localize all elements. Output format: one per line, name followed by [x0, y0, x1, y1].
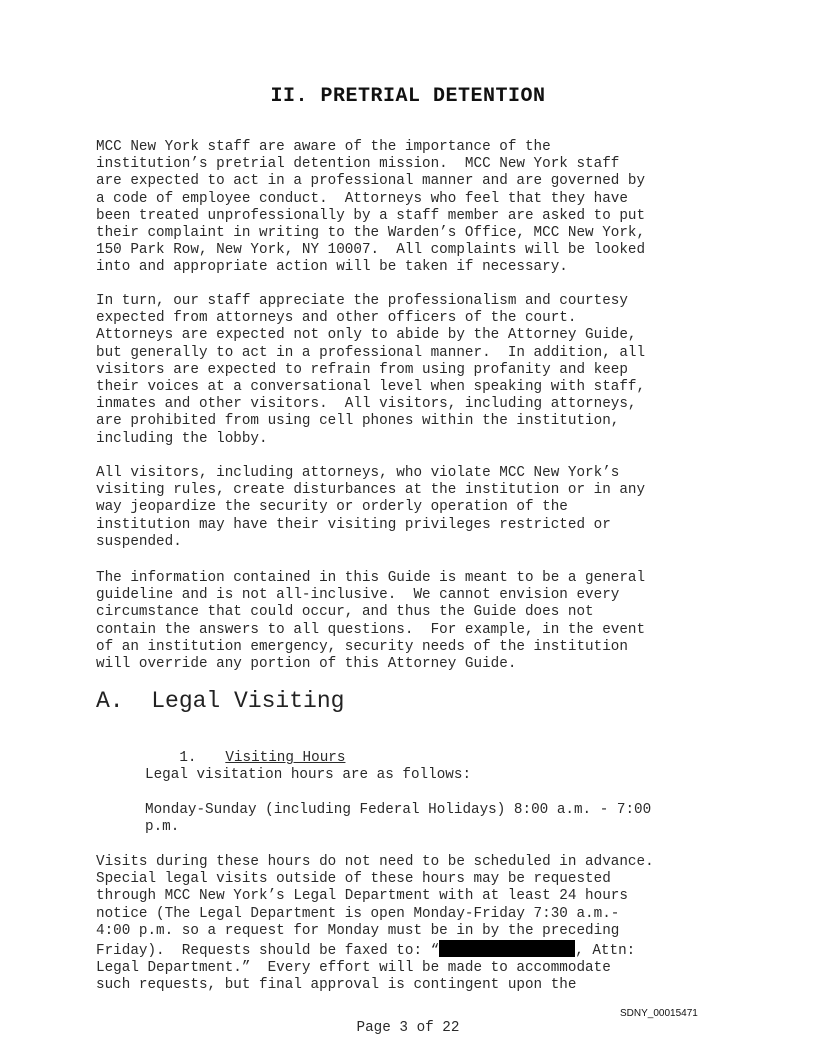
- paragraph-guide-scope: The information contained in this Guide is meant to be a general guideline and is not all-inclusive. We cannot envision every circumstance that could occur, and thus the Guide does not contain the answers to all questions. For example, in the event of an institution emergency, security needs of the institution will override any portion of this Attorney Guide.: [96, 570, 646, 673]
- page-footer: Page 3 of 22: [356, 1020, 460, 1036]
- subsection-heading: A. Legal Visiting: [96, 688, 345, 714]
- paragraph-special-visits: [96, 854, 736, 995]
- bates-number: SDNY_00015471: [620, 1008, 698, 1019]
- visits-text-after: , Attn: Legal Department.” Every effort will be made to accommodate such requests, but final approval is contingent upon the: [96, 943, 636, 994]
- paragraph-professionalism: In turn, our staff appreciate the professionalism and courtesy expected from attorneys and other officers of the court. Attorneys are expected not only to abide by the Attorney Guide, but generally to act in a professional manner. In addition, all visitors are expected to refrain from using profanity and keep their voices at a conversational level when speaking with staff, inmates and other visitors. All visitors, including attorneys, are prohibited from using cell phones within the institution, including the lobby.: [96, 293, 646, 447]
- hours-intro: Legal visitation hours are as follows:: [145, 767, 472, 783]
- hours-text: Monday-Sunday (including Federal Holidays) 8:00 a.m. - 7:00 p.m.: [145, 802, 652, 836]
- paragraph-pretrial-mission: MCC New York staff are aware of the importance of the institution’s pretrial detention mission. MCC New York staff are expected to act in a professional manner and are governed by a code of employee conduct. Attorneys who feel that they have been treated unprofessionally by a staff member are asked to put their complaint in writing to the Warden’s Office, MCC New York, 150 Park Row, New York, NY 10007. All complaints will be looked into and appropriate action will be taken if necessary.: [96, 139, 646, 276]
- paragraph-visiting-rules: All visitors, including attorneys, who violate MCC New York’s visiting rules, create disturbances at the institution or in any way jeopardize the security or orderly operation of the institution may have their visiting privileges restricted or suspended.: [96, 465, 646, 550]
- section-title: II. PRETRIAL DETENTION: [270, 85, 546, 108]
- redaction-block: [439, 940, 575, 957]
- item-label: Visiting Hours: [225, 750, 346, 767]
- visits-text-before: Visits during these hours do not need to be scheduled in advance. Special legal visits outside of these hours may be requested through MCC New York’s Legal Department with at least 24 hours notice (The Legal Department is open Monday-Friday 7:30 a.m.- 4:00 p.m. so a request for Monday must be in by the preceding Friday). Requests should be faxed to: “: [96, 854, 654, 960]
- item-number: 1.: [179, 750, 197, 767]
